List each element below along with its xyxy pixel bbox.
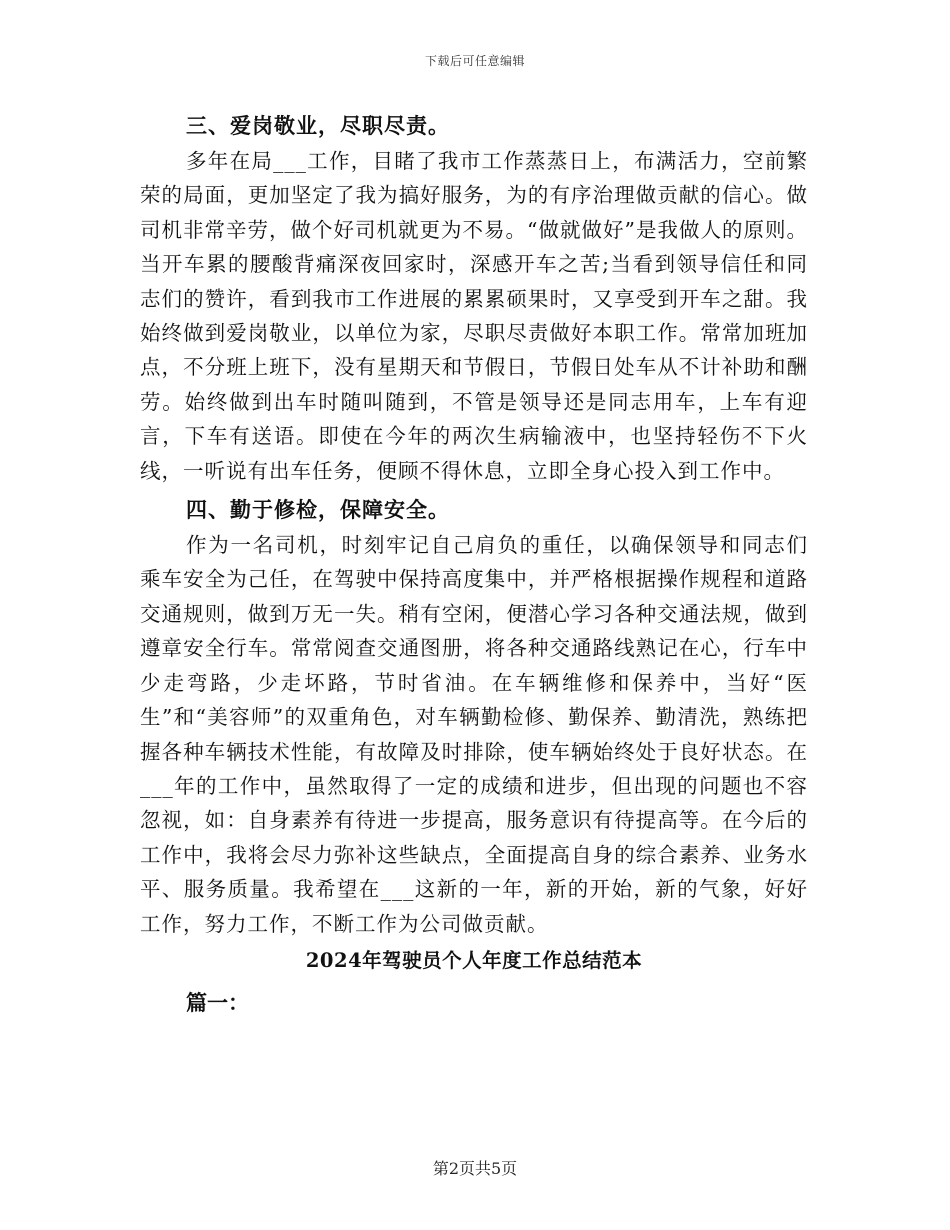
section-paragraph-3: 多年在局___工作，目睹了我市工作蒸蒸日上，布满活力，空前繁荣的局面，更加坚定了我为搞好服务，为的有序治理做贡献的信心。做司机非常辛劳，做个好司机就更为不易。“做就做好”是我做人的原则。当开车累的腰酸背痛深夜回家时，深感开车之苦;当看到领导信任和同志们的赞许，看到我市工作进展的累累硕果时，又享受到开车之甜。我始终做到爱岗敬业，以单位为家，尽职尽责做好本职工作。常常加班加点，不分班上班下，没有星期天和节假日，节假日处车从不计补助和酬劳。始终做到出车时随叫随到，不管是领导还是同志用车，上车有迎言，下车有送语。即使在今年的两次生病输液中，也坚持轻伤不下火线，一听说有出车任务，便顾不得休息，立即全身心投入到工作中。 [140,149,808,483]
page-number: 第2页共5页 [432,1159,518,1178]
section-heading-3: 三、爱岗敬业，尽职尽责。 [186,113,450,138]
document-title: 2024年驾驶员个人年度工作总结范本 [305,948,643,972]
part-label: 篇一： [186,989,249,1015]
section-heading-4: 四、勤于修检，保障安全。 [186,497,450,523]
document-body [140,108,808,1021]
section-paragraph-4: 作为一名司机，时刻牢记自己肩负的重任，以确保领导和同志们乘车安全为己任，在驾驶中保持高度集中，并严格根据操作规程和道路交通规则，做到万无一失。稍有空闲，便潜心学习各种交通法规，做到遵章安全行车。常常阅查交通图册，将各种交通路线熟记在心，行车中少走弯路，少走坏路，节时省油。在车辆维修和保养中，当好“医生”和“美容师”的双重角色，对车辆勤检修、勤保养、勤清洗，熟练把握各种车辆技术性能，有故障及时排除，使车辆始终处于良好状态。在___年的工作中，虽然取得了一定的成绩和进步，但出现的问题也不容忽视，如：自身素养有待进一步提高，服务意识有待提高等。在今后的工作中，我将会尽力弥补这些缺点，全面提高自身的综合素养、业务水平、服务质量。我希望在___这新的一年，新的开始，新的气象，好好工作，努力工作，不断工作为公司做贡献。 [140,533,808,936]
page-header: 下载后可任意编辑 [424,54,525,68]
